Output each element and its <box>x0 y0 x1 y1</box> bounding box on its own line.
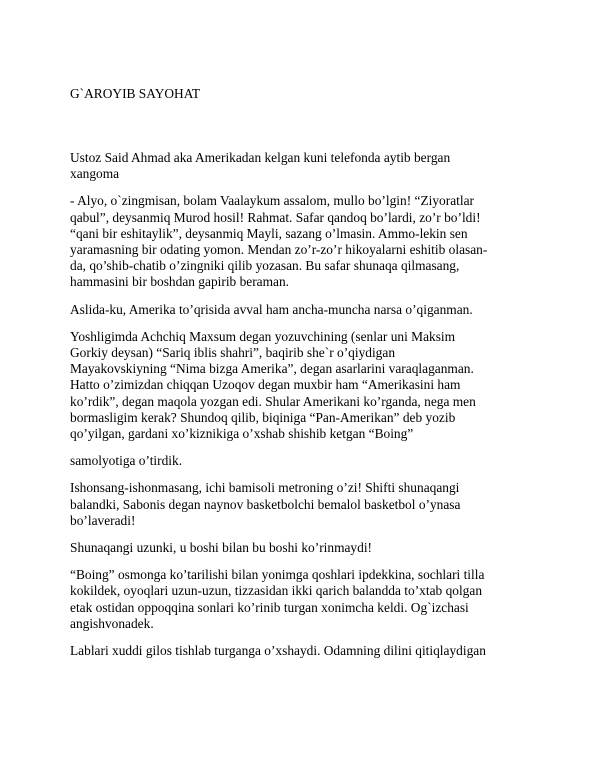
paragraph <box>70 150 530 182</box>
text-line: samolyotiga o’tirdik. <box>70 453 183 469</box>
text-line: qabul”, deysanmiq Murod hosil! Rahmat. Safar qandoq bo’lardi, zo’r bo’ldi! <box>70 209 481 225</box>
text-line: angishvonadek. <box>70 615 154 631</box>
text-line: etak ostidan oppoqqina sonlari ko’rinib turgan xonimcha keldi. Og`izchasi <box>70 599 469 615</box>
text-line: hammasini bir boshdan gapirib beraman. <box>70 274 290 290</box>
text-line: - Alyo, o`zingmisan, bolam Vaalaykum assalom, mullo bo’lgin! “Ziyoratlar <box>70 193 474 209</box>
paragraph <box>70 329 530 442</box>
text-line: “qani bir eshitaylik”, deysanmiq Mayli, sazang o’lmasin. Ammo-lekin sen <box>70 225 468 241</box>
paragraph <box>70 480 530 529</box>
document-title: G`AROYIB SAYOHAT <box>70 86 201 101</box>
text-line: xangoma <box>70 166 120 182</box>
text-line: Hatto o’zimizdan chiqqan Uzoqov degan muxbir ham “Amerikasini ham <box>70 377 461 393</box>
paragraph <box>70 453 530 469</box>
text-line: da, qo’shib-chatib o’zingniki qilib yozasan. Bu safar shunaqa qilmasang, <box>70 258 460 274</box>
text-line: balandki, Sabonis degan naynov basketbolchi bemalol basketbol o’ynasa <box>70 496 461 512</box>
paragraph <box>70 302 530 318</box>
paragraph <box>70 567 530 632</box>
text-line: kokildek, oyoqlari uzun-uzun, tizzasidan ikki qarich balandda to’xtab qolgan <box>70 583 483 599</box>
text-line: Mayakovskiyning “Nima bizga Amerika”, degan asarlarini varaqlaganman. <box>70 361 474 377</box>
text-line: Ustoz Said Ahmad aka Amerikadan kelgan kuni telefonda aytib bergan <box>70 150 451 165</box>
text-line: qo’yilgan, gardani xo’kiznikiga o’xshab shishib ketgan “Boing” <box>70 426 414 442</box>
paragraph <box>70 540 530 556</box>
text-line: “Boing” osmonga ko’tarilishi bilan yonimga qoshlari ipdekkina, sochlari tilla <box>70 567 485 583</box>
text-line: Gorkiy deysan) “Sariq iblis shahri”, baqirib she`r o’qiydigan <box>70 345 396 361</box>
text-line: Shunaqangi uzunki, u boshi bilan bu boshi ko’rinmaydi! <box>70 540 373 556</box>
text-line: bormasligim kerak? Shundoq qilib, biqiniga “Pan-Amerikan” deb yozib <box>70 409 456 425</box>
text-line: ko’rdik”, degan maqola yozgan edi. Shular Amerikani ko’rganda, nega men <box>70 393 476 409</box>
text-line: Lablari xuddi gilos tishlab turganga o’xshaydi. Odamning dilini qitiqlaydigan <box>70 643 486 659</box>
document-body <box>70 150 530 670</box>
text-line: Yoshligimda Achchiq Maxsum degan yozuvchining (senlar uni Maksim <box>70 328 456 344</box>
paragraph <box>70 193 530 290</box>
text-line: bo’laveradi! <box>70 512 136 528</box>
paragraph <box>70 643 530 659</box>
text-line: Ishonsang-ishonmasang, ichi bamisoli metroning o’zi! Shifti shunaqangi <box>70 480 460 496</box>
text-line: Aslida-ku, Amerika to’qrisida avval ham ancha-muncha narsa o’qiganman. <box>70 301 473 317</box>
text-line: yaramasning bir odating yomon. Mendan zo’r-zo’r hikoyalarni eshitib olasan- <box>70 242 488 258</box>
